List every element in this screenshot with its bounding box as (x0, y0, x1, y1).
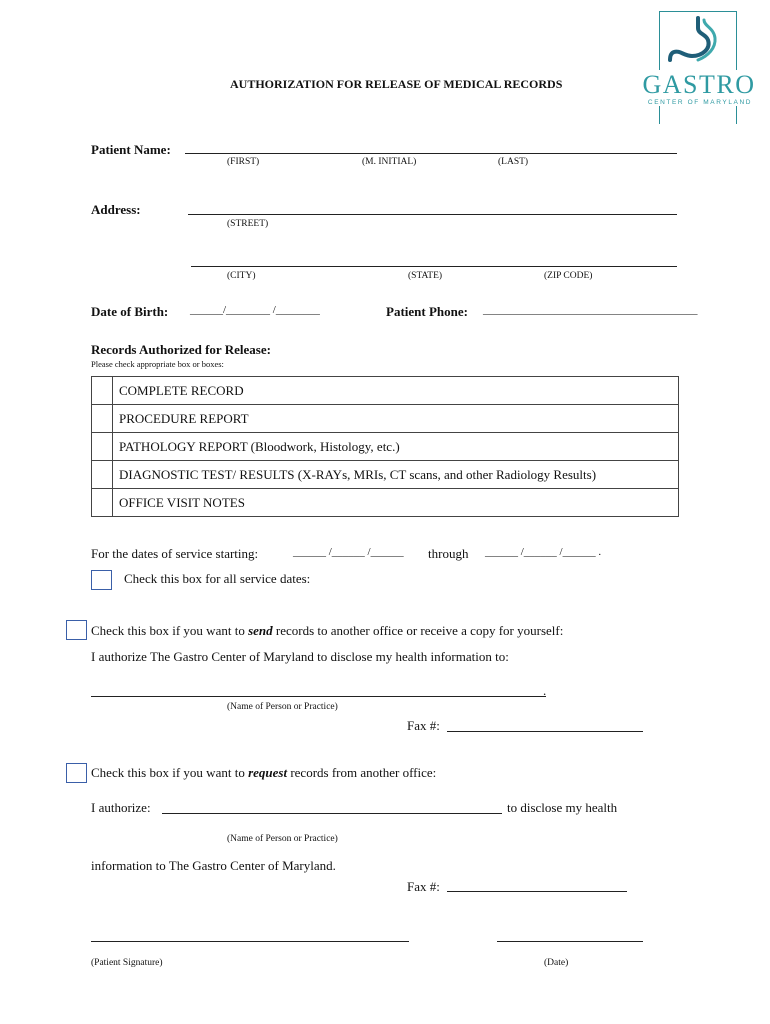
send-checkbox[interactable] (66, 620, 87, 640)
send-fax-label: Fax #: (407, 718, 440, 733)
period: . (543, 683, 547, 698)
patient-name-label: Patient Name: (91, 142, 171, 157)
end-date-field[interactable]: ______ /______ /______ . (485, 546, 602, 558)
patient-name-field[interactable] (185, 153, 677, 154)
start-date-field[interactable]: ______ /______ /______ (293, 546, 404, 558)
request-name-caption: (Name of Person or Practice) (227, 834, 338, 844)
state-caption: (STATE) (408, 271, 443, 281)
record-checkbox[interactable] (92, 377, 113, 405)
street-caption: (STREET) (227, 219, 269, 229)
phone-label: Patient Phone: (386, 304, 468, 319)
record-row (92, 489, 679, 517)
record-label: PATHOLOGY REPORT (Bloodwork, Histology, etc.) (113, 433, 679, 461)
record-label: PROCEDURE REPORT (113, 405, 679, 433)
date-field[interactable] (497, 941, 643, 942)
first-caption: (FIRST) (227, 157, 260, 167)
city-caption: (CITY) (227, 271, 256, 281)
signature-caption: (Patient Signature) (91, 958, 163, 968)
send-name-caption: (Name of Person or Practice) (227, 702, 338, 712)
all-dates-label: Check this box for all service dates: (124, 571, 311, 586)
dob-field[interactable]: ______/________ /________ (190, 304, 320, 316)
record-row (92, 461, 679, 489)
request-source-field[interactable] (162, 813, 502, 814)
record-checkbox[interactable] (92, 433, 113, 461)
record-checkbox[interactable] (92, 489, 113, 517)
request-disclose-text: to disclose my health (507, 800, 618, 815)
records-table (91, 376, 679, 517)
signature-field[interactable] (91, 941, 409, 942)
record-checkbox[interactable] (92, 405, 113, 433)
last-caption: (LAST) (498, 157, 529, 167)
send-authorize-text: I authorize The Gastro Center of Maryland to disclose my health information to: (91, 649, 509, 664)
request-authorize-label: I authorize: (91, 800, 151, 815)
phone-field[interactable]: _______________________________________ (483, 304, 698, 316)
send-recipient-field[interactable] (91, 696, 546, 697)
logo-subtitle: CENTER OF MARYLAND (644, 99, 756, 106)
stomach-icon (668, 16, 726, 66)
request-fax-label: Fax #: (407, 879, 440, 894)
record-label: COMPLETE RECORD (113, 377, 679, 405)
request-info-text: information to The Gastro Center of Maryland. (91, 858, 336, 873)
zip-caption: (ZIP CODE) (544, 271, 593, 281)
record-label: OFFICE VISIT NOTES (113, 489, 679, 517)
send-instruction: Check this box if you want to send records to another office or receive a copy for yourself: (91, 623, 564, 638)
address-label: Address: (91, 202, 141, 217)
request-checkbox[interactable] (66, 763, 87, 783)
through-label: through (428, 546, 469, 561)
street-field[interactable] (188, 214, 677, 215)
logo-name: GASTRO (638, 70, 760, 100)
dob-label: Date of Birth: (91, 304, 169, 319)
initial-caption: (M. INITIAL) (362, 157, 417, 167)
all-dates-checkbox[interactable] (91, 570, 112, 590)
request-instruction: Check this box if you want to request records from another office: (91, 765, 437, 780)
record-row (92, 377, 679, 405)
records-heading: Records Authorized for Release: (91, 342, 271, 357)
send-fax-field[interactable] (447, 731, 643, 732)
record-checkbox[interactable] (92, 461, 113, 489)
date-caption: (Date) (544, 958, 569, 968)
page-title: AUTHORIZATION FOR RELEASE OF MEDICAL RECORDS (230, 77, 563, 91)
records-hint: Please check appropriate box or boxes: (91, 359, 224, 369)
dates-label: For the dates of service starting: (91, 546, 259, 561)
city-state-zip-field[interactable] (191, 266, 677, 267)
record-row (92, 433, 679, 461)
record-label: DIAGNOSTIC TEST/ RESULTS (X-RAYs, MRIs, CT scans, and other Radiology Results) (113, 461, 679, 489)
request-fax-field[interactable] (447, 891, 627, 892)
record-row (92, 405, 679, 433)
